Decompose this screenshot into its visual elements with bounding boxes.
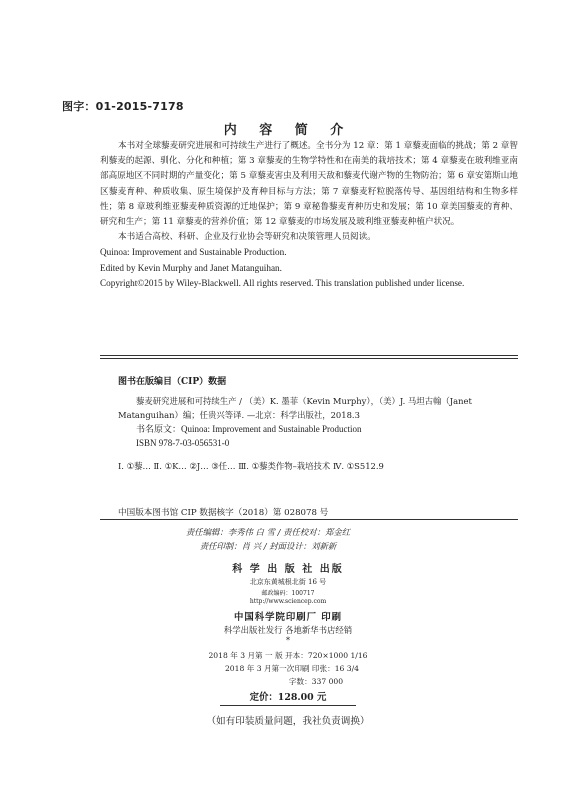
printer-name: 中国科学院印刷厂 印刷 xyxy=(233,612,342,623)
cip-line-isbn: ISBN 978-7-03-056531-0 xyxy=(136,438,230,448)
english-editors: Edited by Kevin Murphy and Janet Matanguihan. xyxy=(100,262,282,273)
publisher-website: http://www.sciencep.com xyxy=(249,598,327,605)
divider xyxy=(220,705,356,706)
english-copyright: Copyright©2015 by Wiley-Blackwell. All rights reserved. This translation published under license. xyxy=(100,277,465,288)
divider xyxy=(100,358,518,359)
cip-line-classification: Ⅰ. ①藜… Ⅱ. ①K… ②J… ③任… Ⅲ. ①藜类作物–栽培技术 Ⅳ. ①S512.9 xyxy=(118,461,384,471)
summary-title: 内 容 简 介 xyxy=(223,123,353,138)
responsible-editors: 责任编辑：李秀伟 白 雪 / 责任校对：郑金红 xyxy=(185,527,351,537)
publisher-postcode: 邮政编码：100717 xyxy=(261,590,315,597)
price: 定价：128.00 元 xyxy=(249,692,327,703)
cip-line-title: 藜麦研究进展和可持续生产 / （美）K. 墨菲（Kevin Murphy），（美）J. 马坦古翰（Janet Matanguihan）编；任贵兴等译. —北京：科学出版社，2018.3 xyxy=(118,396,472,420)
english-title: Quinoa: Improvement and Sustainable Production. xyxy=(100,247,287,258)
publisher-address: 北京东黄城根北街 16 号 xyxy=(249,578,327,586)
divider xyxy=(100,519,518,520)
separator-star: * xyxy=(286,636,290,645)
printing-line: 2018 年 3 月第一次印刷 印张：16 3/4 xyxy=(224,664,360,673)
word-count: 字数：337 000 xyxy=(288,677,344,686)
divider xyxy=(100,355,518,356)
cip-data-number: 中国版本图书馆 CIP 数据核字（2018）第 028078 号 xyxy=(118,508,329,518)
summary-text xyxy=(100,139,518,291)
contract-number: 图字：01-2015-7178 xyxy=(62,100,184,113)
cip-line-original-title: 书名原文：Quinoa: Improvement and Sustainable Production xyxy=(136,424,362,434)
responsible-print: 责任印制：肖 兴 / 封面设计：刘新新 xyxy=(199,541,337,551)
cip-record xyxy=(118,394,518,473)
publisher-name: 科 学 出 版 社 出版 xyxy=(232,564,344,575)
summary-paragraph-audience: 本书适合高校、科研、企业及行业协会等研究和决策管理人员阅读。 xyxy=(118,232,376,243)
quality-notice: （如有印装质量问题，我社负责调换） xyxy=(206,716,370,727)
edition-line: 2018 年 3 月第 一 版 开本：720×1000 1/16 xyxy=(208,651,368,660)
distributor: 科学出版社发行 各地新华书店经销 xyxy=(223,625,353,635)
summary-paragraph: 本书对全球藜麦研究进展和可持续生产进行了概述。全书分为 12 章：第 1 章藜麦面临的挑战；第 2 章智利藜麦的起源、驯化、分化和种植；第 3 章藜麦的生物学特性和在南美的栽培技术；第 4 章藜麦在玻利维亚南部高原地区不同时期的产量变化；第 5 章藜麦害虫及利用天敌和藜麦代谢产物的生物防治；第 6 章安第斯山地区藜麦育种、种质收集、原生境保护及育种目标与方法；第 7 章藜麦籽粒脱落传导、基因组结构和生物多样性；第 8 章玻利维亚藜麦种质资源的迁地保护；第 9 章秘鲁藜麦育种历史和发展；第 10 章美国藜麦的育种、研究和生产；第 11 章藜麦的营养价值；第 12 章藜麦的市场发展及玻利维亚藜麦种植户状况。 xyxy=(100,141,518,228)
cip-heading: 图书在版编目（CIP）数据 xyxy=(118,377,227,387)
